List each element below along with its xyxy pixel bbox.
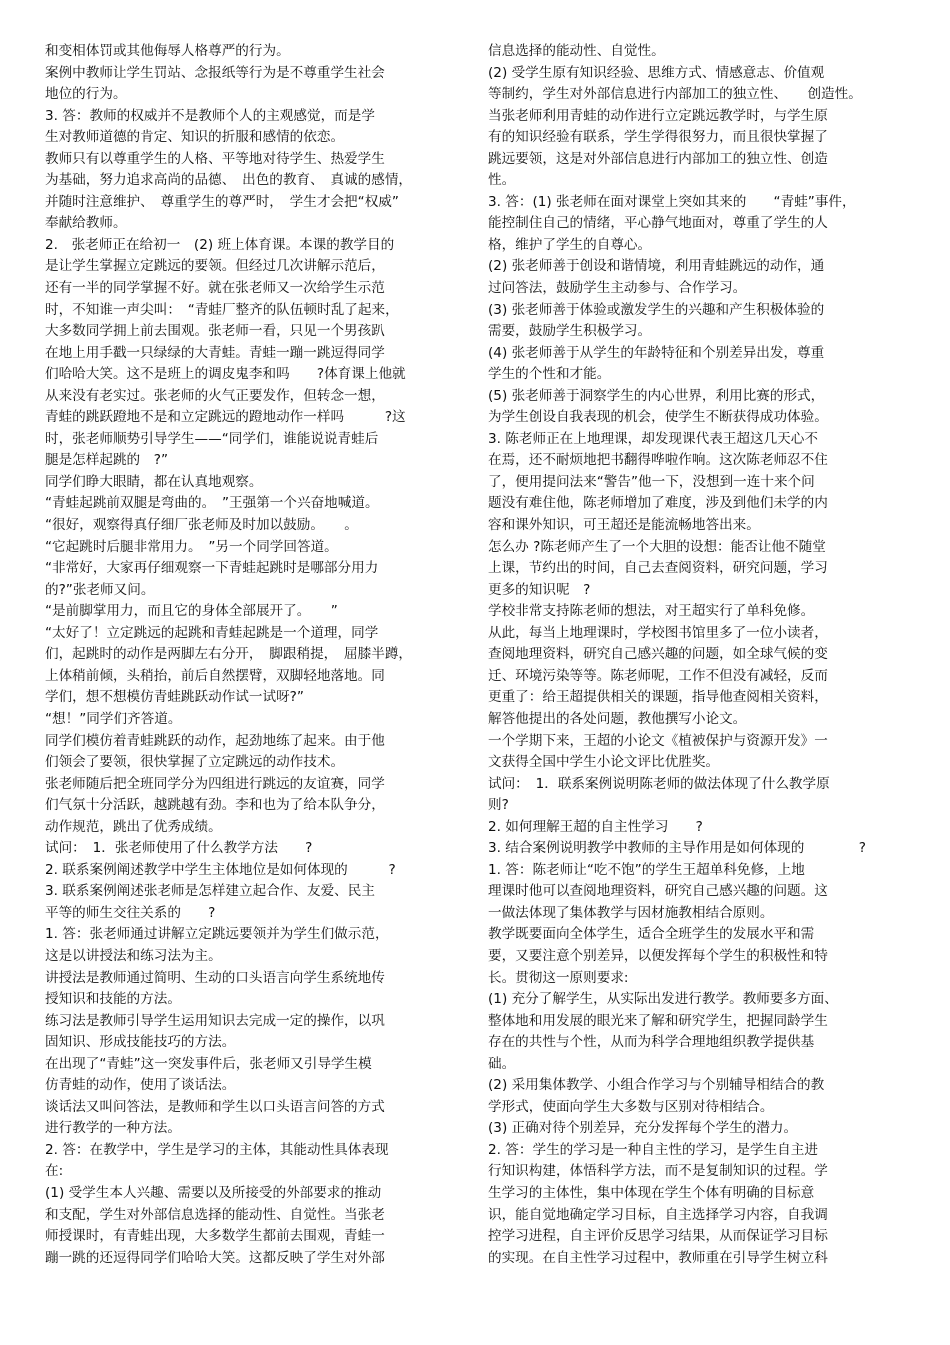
text-line: 学形式，使面向学生大多数与区别对待相结合。: [488, 1098, 774, 1115]
text-line: 练习法是教师引导学生运用知识去完成一定的操作，以巩: [45, 1012, 385, 1029]
text-line: 是让学生掌握立定跳远的要领。但经过几次讲解示范后，: [45, 258, 385, 275]
text-line: 的?”张老师又问。: [45, 581, 155, 598]
text-line: 1. 答：陈老师让“吃不饱”的学生王超单科免修，上地: [488, 861, 805, 878]
text-line: (1) 充分了解学生，从实际出发进行教学。教师要多方面、: [488, 991, 838, 1008]
text-line: “太好了！立定跳远的起跳和青蛙起跳是一个道理，同学: [45, 624, 379, 641]
text-line: 更多的知识呢 ?: [488, 581, 591, 598]
text-line: 2. 联系案例阐述教学中学生主体地位是如何体现的 ?: [45, 861, 396, 878]
text-line: (2) 采用集体教学、小组合作学习与个别辅导相结合的教: [488, 1077, 825, 1094]
text-line: 在:: [45, 1163, 64, 1180]
text-line: 谈话法又叫问答法，是教师和学生以口头语言问答的方式: [45, 1098, 385, 1115]
text-line: 当张老师利用青蛙的动作进行立定跳远教学时，与学生原: [488, 107, 828, 124]
text-line: 信息选择的能动性、自觉性。: [488, 43, 665, 59]
text-line: 时，不知谁一声尖叫： “青蛙厂整齐的队伍顿时乱了起来，: [45, 301, 399, 318]
text-line: 蹦一跳的还逗得同学们哈哈大笑。这都反映了学生对外部: [45, 1249, 385, 1266]
text-line: 师授课时，有青蛙出现，大多数学生都前去围观，青蛙一: [45, 1228, 385, 1245]
text-line: 学们，想不想模仿青蛙跳跃动作试一试呀?”: [45, 689, 304, 706]
text-line: 理课时他可以查阅地理资料，研究自己感兴趣的问题。这: [488, 883, 828, 900]
text-line: 还有一半的同学掌握不好。就在张老师又一次给学生示范: [45, 280, 385, 297]
text-line: 并随时注意维护、 尊重学生的尊严时， 学生才会把“权威”: [45, 193, 399, 210]
text-line: (5) 张老师善于洞察学生的内心世界，利用比赛的形式，: [488, 387, 825, 404]
text-line: 控学习进程，自主评价反思学习结果，从而保证学习目标: [488, 1228, 828, 1245]
text-line: 格，维护了学生的自尊心。: [488, 236, 652, 253]
text-line: (3) 张老师善于体验或激发学生的兴趣和产生积极体验的: [488, 301, 825, 318]
text-line: 们，起跳时的动作是两脚左右分开， 脚跟稍提， 屈膝半蹲，: [45, 646, 413, 663]
text-line: “想！”同学们齐答道。: [45, 710, 182, 727]
text-line: (1) 受学生本人兴趣、需要以及所接受的外部要求的推动: [45, 1184, 382, 1201]
text-line: 腿是怎样起跳的 ?”: [45, 452, 169, 469]
text-line: 时，张老师顺势引导学生——“同学们，谁能说说青蛙后: [45, 430, 379, 447]
text-line: 大多数同学拥上前去围观。张老师一看，只见一个男孩趴: [45, 323, 385, 340]
text-line: 的实现。在自主性学习过程中，教师重在引导学生树立科: [488, 1249, 828, 1266]
text-line: 学生的个性和才能。: [488, 366, 611, 383]
text-line: 要，又要注意个别差异，以便发挥每个学生的积极性和特: [488, 947, 828, 964]
text-line: “它起跳时后腿非常用力。 ”另一个同学回答道。: [45, 538, 338, 555]
text-line: 3. 答：(1) 张老师在面对课堂上突如其来的 “青蛙”事件，: [488, 193, 856, 210]
text-line: 试问： 1．联系案例说明陈老师的做法体现了什么教学原: [488, 775, 830, 792]
text-line: 迁、环境污染等等。陈老师呢，工作不但没有减轻，反而: [488, 667, 828, 684]
text-line: 从来没有老实过。张老师的火气正要发作，但转念一想，: [45, 387, 385, 404]
text-line: “非常好，大家再仔细观察一下青蛙起跳时是哪部分用力: [45, 560, 379, 577]
text-line: 仿青蛙的动作，使用了谈话法。: [45, 1077, 236, 1094]
text-line: 2. 张老师正在给初一 (2) 班上体育课。本课的教学目的: [45, 236, 395, 253]
text-line: 跳远要领，这是对外部信息进行内部加工的独立性、创造: [488, 150, 828, 167]
text-line: 过问答法，鼓励学生主动参与、合作学习。: [488, 280, 747, 297]
text-line: 奉献给教师。: [45, 215, 127, 232]
text-line: 一做法体现了集体教学与因材施教相结合原则。: [488, 904, 774, 921]
text-line: 学校非常支持陈老师的想法，对王超实行了单科免修。: [488, 603, 815, 620]
left-text-column: [45, 41, 465, 1269]
text-line: 容和课外知识，可王超还是能流畅地答出来。: [488, 517, 760, 534]
text-line: 3. 结合案例说明教学中教师的主导作用是如何体现的 ?: [488, 840, 866, 857]
text-line: 行知识构建，体悟科学方法，而不是复制知识的过程。学: [488, 1163, 828, 1180]
text-line: 2. 答：在教学中，学生是学习的主体，其能动性具体表现: [45, 1141, 389, 1158]
text-line: 上体稍前倾，头稍抬，前后自然摆臂，双脚轻地落地。同: [45, 667, 385, 684]
text-line: 授知识和技能的方法。: [45, 991, 181, 1008]
text-line: 同学们模仿着青蛙跳跃的动作，起劲地练了起来。由于他: [45, 732, 385, 749]
text-line: 这是以讲授法和练习法为主。: [45, 947, 222, 964]
text-line: (4) 张老师善于从学生的年龄特征和个别差异出发，尊重: [488, 344, 825, 361]
text-line: 从此，每当上地理课时，学校图书馆里多了一位小读者，: [488, 624, 828, 641]
text-line: 进行教学的一种方法。: [45, 1120, 181, 1137]
text-line: 3. 陈老师正在上地理课，却发现课代表王超这几天心不: [488, 430, 818, 447]
text-line: 解答他提出的各处问题，教他撰写小论文。: [488, 710, 747, 727]
text-line: (3) 正确对待个别差异，充分发挥每个学生的潜力。: [488, 1120, 798, 1137]
text-line: 教师只有以尊重学生的人格、平等地对待学生、热爱学生: [45, 150, 385, 167]
text-line: (2) 张老师善于创设和谐情境，利用青蛙跳远的动作，通: [488, 258, 825, 275]
text-line: “青蛙起跳前双腿是弯曲的。 ”王强第一个兴奋地喊道。: [45, 495, 379, 512]
text-line: 1. 答：张老师通过讲解立定跳远要领并为学生们做示范，: [45, 926, 389, 943]
text-line: 同学们睁大眼睛，都在认真地观察。: [45, 473, 263, 490]
text-line: 整体地和用发展的眼光来了解和研究学生，把握同龄学生: [488, 1012, 828, 1029]
text-line: 生学习的主体性，集中体现在学生个体有明确的目标意: [488, 1184, 815, 1201]
text-line: 们哈哈大笑。这不是班上的调皮鬼李和吗 ?体育课上他就: [45, 366, 406, 383]
text-line: 张老师随后把全班同学分为四组进行跳远的友谊赛，同学: [45, 775, 385, 792]
text-line: 能控制住自己的情绪，平心静气地面对，尊重了学生的人: [488, 215, 828, 232]
text-line: 怎么办 ?陈老师产生了一个大胆的设想：能否让他不随堂: [488, 538, 826, 555]
text-line: 存在的共性与个性，从而为科学合理地组织教学提供基: [488, 1034, 815, 1051]
text-line: 试问： 1．张老师使用了什么教学方法 ?: [45, 840, 313, 857]
text-line: 则?: [488, 797, 509, 814]
text-line: 平等的师生交往关系的 ?: [45, 904, 216, 921]
text-line: 地位的行为。: [45, 86, 127, 103]
text-line: 3. 联系案例阐述张老师是怎样建立起合作、友爱、民主: [45, 883, 375, 900]
text-line: 性。: [488, 172, 516, 189]
text-line: 为基础，努力追求高尚的品德、 出色的教育、 真诚的感情，: [45, 172, 413, 189]
text-line: 题没有难住他，陈老师增加了难度，涉及到他们未学的内: [488, 495, 828, 512]
text-line: 青蛙的跳跃蹬地不是和立定跳远的蹬地动作一样吗 ?这: [45, 409, 406, 426]
text-line: 了，便用提问法来“警告”他一下，没想到一连十来个问: [488, 473, 815, 490]
text-line: 生对教师道德的肯定、知识的折服和感情的依恋。: [45, 129, 345, 146]
text-line: 动作规范，跳出了优秀成绩。: [45, 818, 222, 835]
text-line: 查阅地理资料，研究自己感兴趣的问题，如全球气候的变: [488, 646, 828, 663]
text-line: 3. 答：教师的权威并不是教师个人的主观感觉，而是学: [45, 107, 375, 124]
text-line: 和变相体罚或其他侮辱人格尊严的行为。: [45, 43, 290, 59]
text-line: 上课，节约出的时间，自己去查阅资料，研究问题，学习: [488, 560, 828, 577]
text-line: (2) 受学生原有知识经验、思维方式、情感意志、价值观: [488, 64, 825, 81]
text-line: 2. 如何理解王超的自主性学习 ?: [488, 818, 703, 835]
text-line: “是前脚掌用力，而且它的身体全部展开了。 ”: [45, 603, 338, 620]
text-line: 讲授法是教师通过简明、生动的口头语言向学生系统地传: [45, 969, 385, 986]
text-line: 更重了：给王超提供相关的课题，指导他查阅相关资料，: [488, 689, 828, 706]
text-line: 在地上用手戳一只绿绿的大青蛙。青蛙一蹦一跳逗得同学: [45, 344, 385, 361]
text-line: 文获得全国中学生小论文评比优胜奖。: [488, 754, 720, 771]
text-line: 教学既要面向全体学生，适合全班学生的发展水平和需: [488, 926, 815, 943]
text-line: 案例中教师让学生罚站、念报纸等行为是不尊重学生社会: [45, 64, 385, 81]
text-line: 在出现了“青蛙”这一突发事件后，张老师又引导学生模: [45, 1055, 372, 1072]
text-line: 需要，鼓励学生积极学习。: [488, 323, 652, 340]
text-line: 固知识、形成技能技巧的方法。: [45, 1034, 236, 1051]
text-line: 等制约，学生对外部信息进行内部加工的独立性、 创造性。: [488, 86, 862, 103]
text-line: 识，能自觉地确定学习目标，自主选择学习内容，自我调: [488, 1206, 828, 1223]
text-line: 和支配，学生对外部信息选择的能动性、自觉性。当张老: [45, 1206, 385, 1223]
text-line: 长。贯彻这一原则要求:: [488, 969, 629, 986]
text-line: 在焉，还不耐烦地把书翻得哗啦作响。这次陈老师忍不住: [488, 452, 828, 469]
text-line: 们领会了要领，很快掌握了立定跳远的动作技术。: [45, 754, 345, 771]
text-line: 础。: [488, 1055, 516, 1072]
text-line: 有的知识经验有联系，学生学得很努力，而且很快掌握了: [488, 129, 828, 146]
text-line: 为学生创设自我表现的机会，使学生不断获得成功体验。: [488, 409, 828, 426]
text-line: 2. 答：学生的学习是一种自主性的学习，是学生自主进: [488, 1141, 818, 1158]
text-line: 一个学期下来，王超的小论文《植被保护与资源开发》一: [488, 732, 828, 749]
text-line: “很好，观察得真仔细厂张老师及时加以鼓励。 。: [45, 517, 358, 534]
right-text-column: [488, 41, 908, 1269]
text-line: 们气氛十分活跃，越跳越有劲。李和也为了给本队争分，: [45, 797, 385, 814]
